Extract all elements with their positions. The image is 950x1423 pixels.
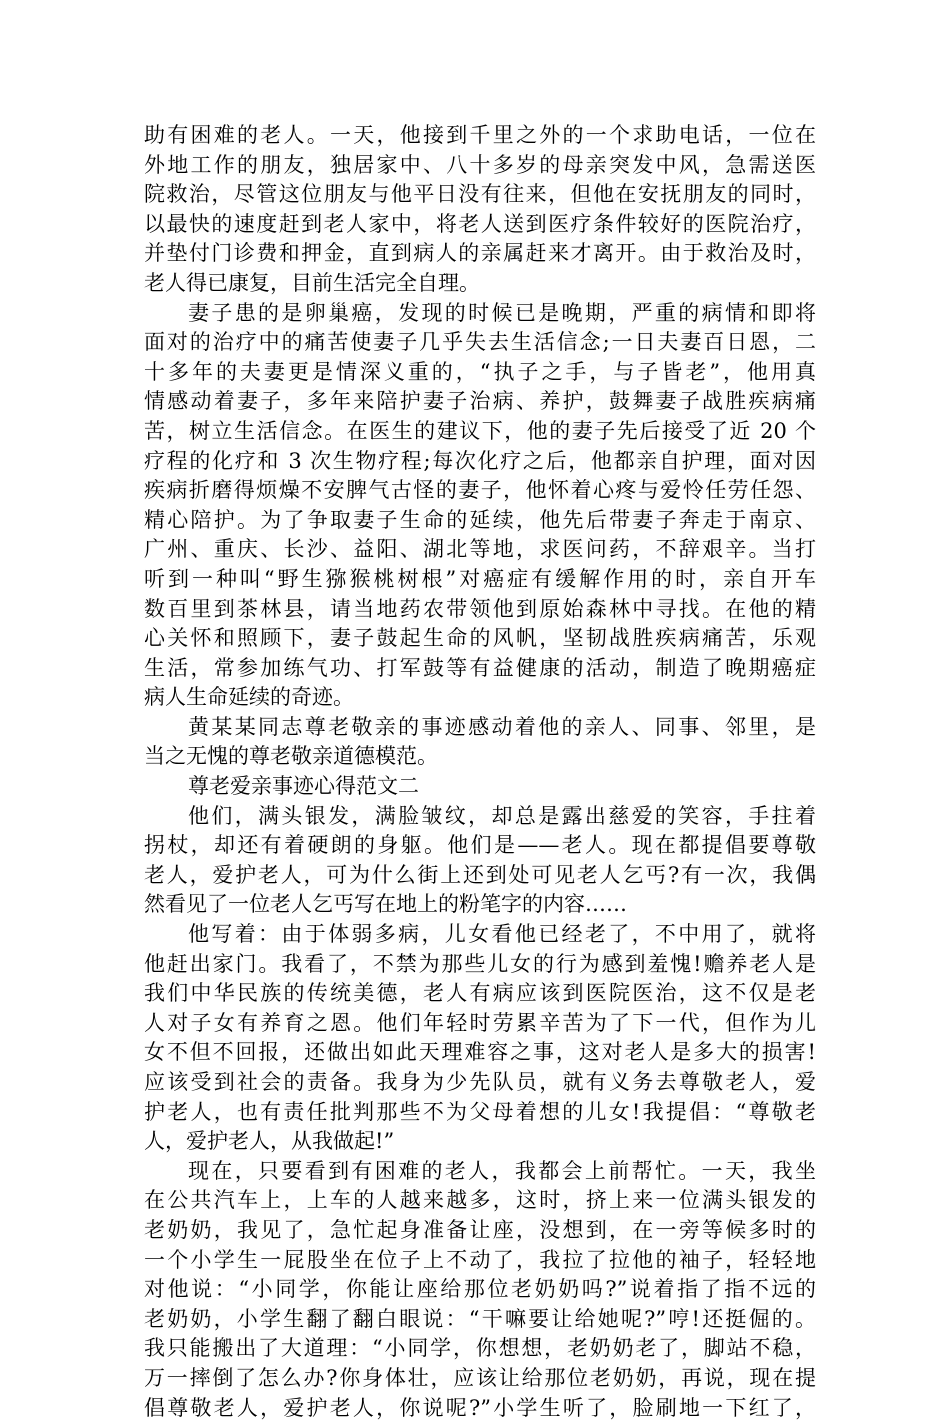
- text-line: 拐杖，却还有着硬朗的身躯。他们是——老人。现在都提倡要尊敬: [144, 833, 816, 858]
- paragraph-first-line: 他们，满头银发，满脸皱纹，却总是露出慈爱的笑容，手拄着: [188, 803, 816, 828]
- text-line: 人，爱护老人，从我做起!”: [144, 1129, 395, 1154]
- text-line: 病人生命延续的奇迹。: [144, 685, 354, 710]
- text-line: 人对子女有养育之恩。他们年轻时劳累辛苦为了下一代，但作为儿: [144, 1010, 816, 1035]
- text-line: 老人得已康复，目前生活完全自理。: [144, 270, 480, 295]
- text-line: 他赶出家门。我看了，不禁为那些儿女的行为感到羞愧!赡养老人是: [144, 951, 816, 976]
- paragraph-first-line: 妻子患的是卵巢癌，发现的时候已是晚期，严重的病情和即将: [188, 300, 816, 325]
- text-line: 情感动着妻子，多年来陪护妻子治病、养护，鼓舞妻子战胜疾病痛: [144, 389, 816, 414]
- text-line: 并垫付门诊费和押金，直到病人的亲属赶来才离开。由于救治及时，: [144, 241, 816, 266]
- text-line: 对他说：“小同学，你能让座给那位老奶奶吗?”说着指了指不远的: [144, 1277, 816, 1302]
- text-line: 我们中华民族的传统美德，老人有病应该到医院医治，这不仅是老: [144, 981, 816, 1006]
- text-line: 应该受到社会的责备。我身为少先队员，就有义务去尊敬老人，爱: [144, 1070, 816, 1094]
- text-line: 我只能搬出了大道理：“小同学，你想想，老奶奶老了，脚站不稳，: [144, 1336, 816, 1361]
- text-line: 老奶奶，小学生翻了翻白眼说：“干嘛要让给她呢?”哼!还挺倔的。: [144, 1306, 816, 1331]
- paragraph-first-line: 黄某某同志尊老敬亲的事迹感动着他的亲人、同事、邻里，是: [188, 714, 816, 739]
- text-line: 女不但不回报，还做出如此天理难容之事，这对老人是多大的损害!: [144, 1040, 816, 1065]
- text-line: 外地工作的朋友，独居家中、八十多岁的母亲突发中风，急需送医: [144, 152, 816, 177]
- text-line: 十多年的夫妻更是情深义重的，“执子之手，与子皆老”，他用真: [144, 359, 816, 384]
- paragraph-first-line: 尊老爱亲事迹心得范文二: [188, 774, 419, 799]
- text-line: 院救治，尽管这位朋友与他平日没有往来，但他在安抚朋友的同时，: [144, 182, 816, 207]
- text-line: 然看见了一位老人乞丐写在地上的粉笔字的内容……: [144, 892, 627, 917]
- text-line: 倡尊敬老人，爱护老人，你说呢?”小学生听了，脸刷地一下红了，: [144, 1395, 816, 1420]
- text-line: 护老人，也有责任批判那些不为父母着想的儿女!我提倡：“尊敬老: [144, 1099, 816, 1124]
- text-line: 助有困难的老人。一天，他接到千里之外的一个求助电话，一位在: [144, 123, 816, 147]
- text-line: 以最快的速度赶到老人家中，将老人送到医疗条件较好的医院治疗，: [144, 211, 816, 236]
- text-line: 广州、重庆、长沙、益阳、湖北等地，求医问药，不辞艰辛。当打: [144, 537, 816, 562]
- text-line: 面对的治疗中的痛苦使妻子几乎失去生活信念;一日夫妻百日恩，二: [144, 330, 816, 355]
- text-line: 听到一种叫“野生猕猴桃树根”对癌症有缓解作用的时，亲自开车: [144, 566, 816, 591]
- text-line: 疗程的化疗和 3 次生物疗程;每次化疗之后，他都亲自护理，面对因: [144, 448, 816, 473]
- text-line: 万一摔倒了怎么办?你身体壮，应该让给那位老奶奶，再说，现在提: [144, 1365, 816, 1390]
- text-line: 精心陪护。为了争取妻子生命的延续，他先后带妻子奔走于南京、: [144, 507, 816, 532]
- text-line: 数百里到茶林县，请当地药农带领他到原始森林中寻找。在他的精: [144, 596, 816, 621]
- text-line: 苦，树立生活信念。在医生的建议下，他的妻子先后接受了近 20 个: [144, 418, 816, 443]
- text-line: 老奶奶，我见了，急忙起身准备让座，没想到，在一旁等候多时的: [144, 1217, 816, 1242]
- text-line: 一个小学生一屁股坐在位子上不动了，我拉了拉他的袖子，轻轻地: [144, 1247, 816, 1272]
- paragraph-first-line: 现在，只要看到有困难的老人，我都会上前帮忙。一天，我坐: [188, 1158, 816, 1183]
- text-line: 在公共汽车上，上车的人越来越多，这时，挤上来一位满头银发的: [144, 1188, 816, 1213]
- text-line: 当之无愧的尊老敬亲道德模范。: [144, 744, 438, 769]
- text-line: 生活，常参加练气功、打军鼓等有益健康的活动，制造了晚期癌症: [144, 655, 816, 680]
- text-line: 心关怀和照顾下，妻子鼓起生命的风帆，坚韧战胜疾病痛苦，乐观: [144, 626, 816, 651]
- text-line: 老人，爱护老人，可为什么街上还到处可见老人乞丐?有一次，我偶: [144, 862, 816, 887]
- body-text: [144, 121, 816, 1423]
- paragraph-first-line: 他写着：由于体弱多病，儿女看他已经老了，不中用了，就将: [188, 922, 816, 947]
- text-line: 疾病折磨得烦燥不安脾气古怪的妻子，他怀着心疼与爱怜任劳任怨、: [144, 478, 816, 503]
